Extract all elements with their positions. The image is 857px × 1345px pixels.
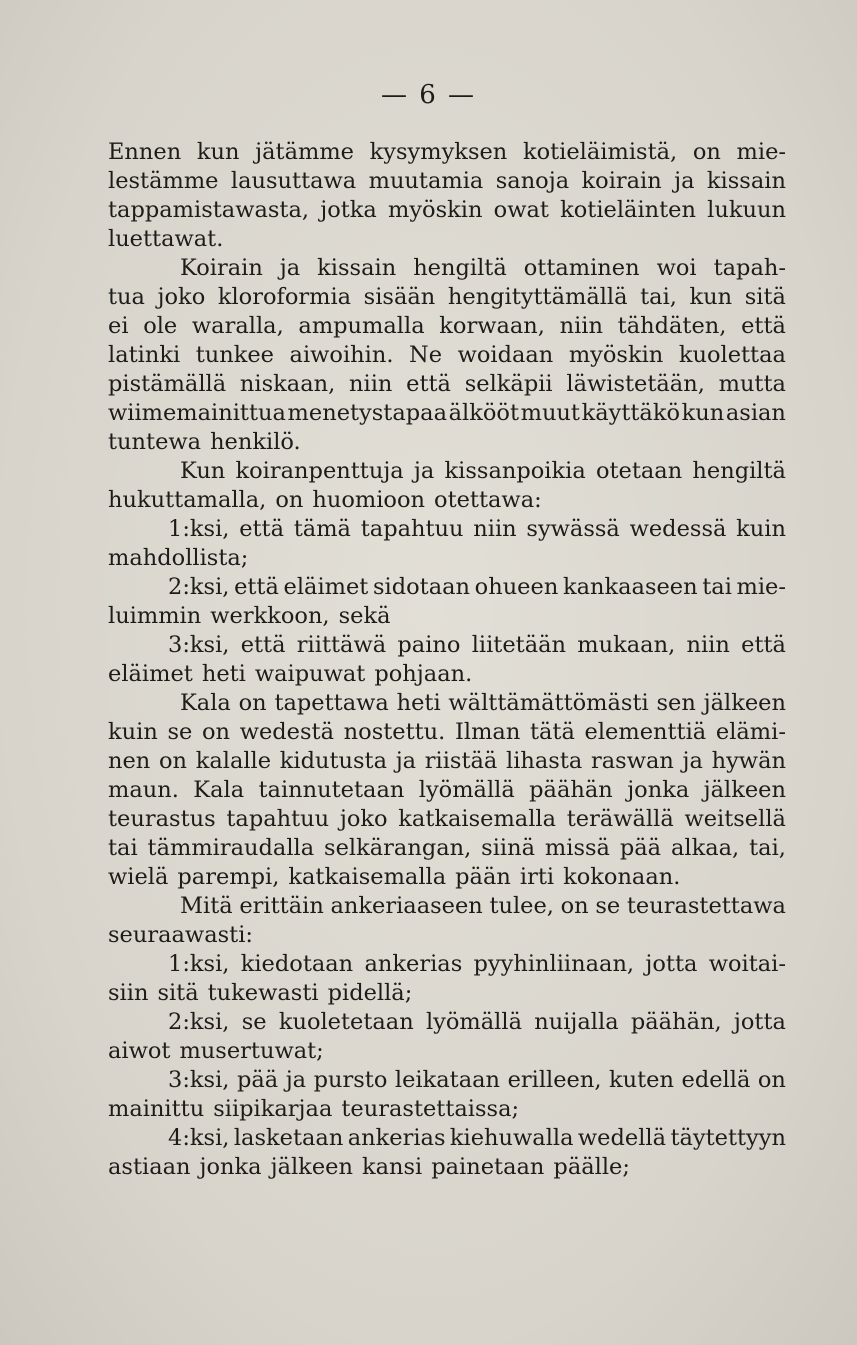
text-line: lestämme lausuttawa muutamia sanoja koirain ja kissain xyxy=(108,168,786,194)
text-line: nen on kalalle kidutusta ja riistää lihasta raswan ja hywän xyxy=(108,748,786,774)
text-line: astiaan jonka jälkeen kansi painetaan päälle; xyxy=(108,1154,630,1180)
text-line: Koirain ja kissain hengiltä ottaminen woi tapah- xyxy=(180,255,786,281)
text-line: tuntewa henkilö. xyxy=(108,429,301,455)
text-line: 3:ksi, että riittäwä paino liitetään mukaan, niin että xyxy=(168,632,786,658)
text-line: siin sitä tukewasti pidellä; xyxy=(108,980,413,1006)
text-line: wiimemainittua menetystapaa älkööt muut käyttäkö kun asian xyxy=(108,400,786,426)
text-line: tua joko kloroformia sisään hengityttämällä tai, kun sitä xyxy=(108,284,786,310)
text-line: Kala on tapettawa heti wälttämättömästi sen jälkeen xyxy=(180,690,786,716)
text-line: Mitä erittäin ankeriaaseen tulee, on se teurastettawa xyxy=(180,893,786,919)
text-line: 2:ksi, että eläimet sidotaan ohueen kankaaseen tai mie- xyxy=(168,574,786,600)
text-line: ei ole waralla, ampumalla korwaan, niin tähdäten, että xyxy=(108,313,786,339)
text-line: 3:ksi, pää ja pursto leikataan erilleen, kuten edellä on xyxy=(168,1067,786,1093)
text-line: luettawat. xyxy=(108,226,224,252)
text-line: 1:ksi, että tämä tapahtuu niin sywässä wedessä kuin xyxy=(168,516,786,542)
text-line: luimmin werkkoon, sekä xyxy=(108,603,391,629)
text-line: eläimet heti waipuwat pohjaan. xyxy=(108,661,473,687)
text-line: kuin se on wedestä nostettu. Ilman tätä elementtiä elämi- xyxy=(108,719,786,745)
text-line: hukuttamalla, on huomioon otettawa: xyxy=(108,487,542,513)
text-line: Kun koiranpenttuja ja kissanpoikia otetaan hengiltä xyxy=(180,458,786,484)
text-line: 2:ksi, se kuoletetaan lyömällä nuijalla päähän, jotta xyxy=(168,1009,786,1035)
text-line: maun. Kala tainnutetaan lyömällä päähän jonka jälkeen xyxy=(108,777,786,803)
text-line: 4:ksi, lasketaan ankerias kiehuwalla wedellä täytettyyn xyxy=(168,1125,786,1151)
body-text xyxy=(108,138,786,1182)
text-line: Ennen kun jätämme kysymyksen kotieläimistä, on mie- xyxy=(108,139,786,165)
text-line: aiwot musertuwat; xyxy=(108,1038,324,1064)
text-line: tai tämmiraudalla selkärangan, siinä missä pää alkaa, tai, xyxy=(108,835,786,861)
text-line: wielä parempi, katkaisemalla pään irti kokonaan. xyxy=(108,864,681,890)
text-line: teurastus tapahtuu joko katkaisemalla teräwällä weitsellä xyxy=(108,806,786,832)
text-line: tappamistawasta, jotka myöskin owat kotieläinten lukuun xyxy=(108,197,786,223)
text-line: mahdollista; xyxy=(108,545,249,571)
text-line: seuraawasti: xyxy=(108,922,253,948)
page-number: — 6 — xyxy=(380,80,477,110)
text-line: 1:ksi, kiedotaan ankerias pyyhinliinaan, jotta woitai- xyxy=(168,951,786,977)
text-line: latinki tunkee aiwoihin. Ne woidaan myöskin kuolettaa xyxy=(108,342,786,368)
text-line: pistämällä niskaan, niin että selkäpii läwistetään, mutta xyxy=(108,371,786,397)
text-line: mainittu siipikarjaa teurastettaissa; xyxy=(108,1096,520,1122)
